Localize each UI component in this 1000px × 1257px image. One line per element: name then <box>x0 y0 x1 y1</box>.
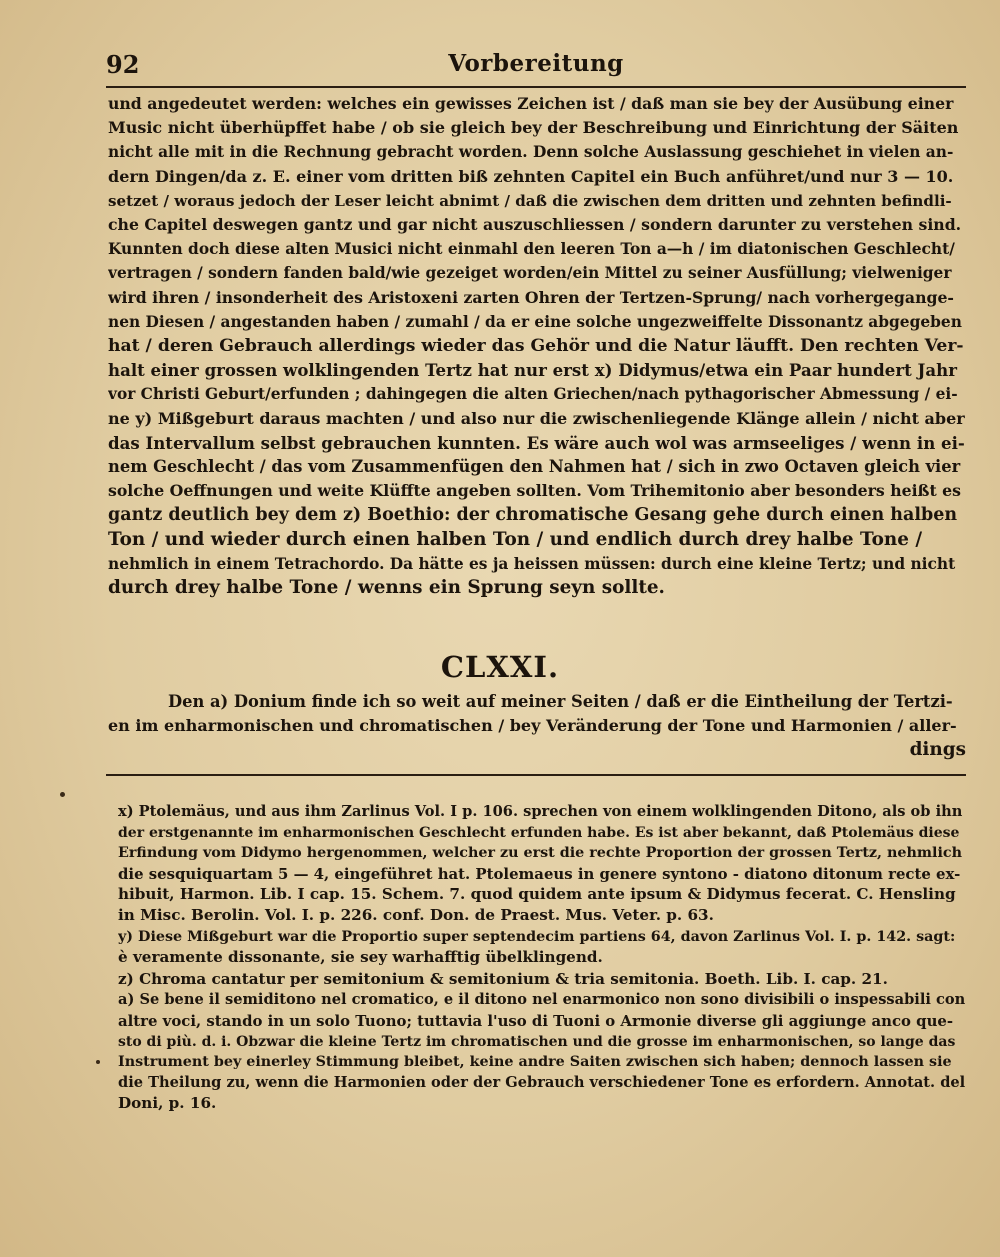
footnote-line: Erfindung vom Didymo hergenommen, welcher zu erst die rechte Proportion der grossen Tertz, nehmlich <box>118 845 962 862</box>
footnote-line: hibuit, Harmon. Lib. I cap. 15. Schem. 7. quod quidem ante ipsum & Didymus fecerat. C. Hensling <box>118 885 956 904</box>
footnote-line: altre voci, stando in un solo Tuono; tuttavia l'uso di Tuoni o Armonie diverse gli aggiunge anco que- <box>118 1011 954 1030</box>
footnote-line: a) Se bene il semiditono nel cromatico, e il ditono nel enarmonico non sono divisibili o inspessabili con <box>118 991 966 1009</box>
page-number: 92 <box>106 50 140 79</box>
text-line: halt einer grossen wolklingenden Tertz hat nur erst x) Didymus/etwa ein Paar hundert Jahr <box>108 360 957 381</box>
main-text <box>108 92 966 600</box>
text-line: durch drey halbe Tone / wenns ein Sprung seyn sollte. <box>108 577 665 599</box>
header-rule <box>106 86 966 88</box>
text-line: Ton / und wieder durch einen halben Ton / und endlich durch drey halbe Tone / <box>108 528 923 550</box>
footnote-x <box>118 802 968 926</box>
text-line: vertragen / sondern fanden bald/wie gezeiget worden/ein Mittel zu seiner Ausfüllung; vielweniger <box>108 264 952 283</box>
text-line: hat / deren Gebrauch allerdings wieder das Gehör und die Natur läufft. Den rechten Ver- <box>108 336 964 357</box>
footnote-line: die sesquiquartam 5 — 4, eingeführet hat. Ptolemaeus in genere syntono - diatono ditonum recte ex- <box>118 864 961 883</box>
footnote-z <box>118 969 968 990</box>
footnote-line: die Theilung zu, wenn die Harmonien oder der Gebrauch verschiedener Tone es erfordern. Annotat. del <box>118 1073 966 1091</box>
footnote-rule <box>106 774 966 776</box>
footnotes <box>118 802 968 1115</box>
ink-spot <box>96 1060 100 1064</box>
text-line: solche Oeffnungen und weite Klüffte angeben sollten. Vom Trihemitonio aber besonders heißt es <box>108 481 961 501</box>
footnote-a <box>118 990 968 1114</box>
text-line: nen Diesen / angestanden haben / zumahl / da er eine solche ungezweiffelte Dissonantz abgegeben <box>108 312 962 331</box>
text-line: nicht alle mit in die Rechnung gebracht worden. Denn solche Auslassung geschiehet in vielen an- <box>108 143 954 162</box>
text-line: setzet / woraus jedoch der Leser leicht abnimt / daß die zwischen dem dritten und zehnten befindli- <box>108 191 952 210</box>
text-line: wird ihren / insonderheit des Aristoxeni zarten Ohren der Tertzen-Sprung/ nach vorhergegange- <box>108 287 954 307</box>
footnote-line: x) Ptolemäus, und aus ihm Zarlinus Vol. I p. 106. sprechen von einem wolklingenden Ditono, als ob ihn <box>118 803 963 820</box>
page-header <box>106 48 966 84</box>
section-heading: CLXXI. <box>440 650 560 684</box>
footnote-line: in Misc. Berolin. Vol. I. p. 226. conf. Don. de Praest. Mus. Veter. p. 63. <box>118 905 714 924</box>
footnote-line: y) Diese Mißgeburt war die Proportio super septendecim partiens 64, davon Zarlinus Vol. I. p. 142. sagt: <box>118 928 956 945</box>
text-line: nehmlich in einem Tetrachordo. Da hätte es ja heissen müssen: durch eine kleine Tertz; und nicht <box>108 554 956 573</box>
text-line: gantz deutlich bey dem z) Boethio: der chromatische Gesang gehe durch einen halben <box>108 505 958 526</box>
text-line: Music nicht überhüpffet habe / ob sie gleich bey der Beschreibung und Einrichtung der Säiten <box>108 118 959 138</box>
footnote-line: der erstgenannte im enharmonischen Geschlecht erfunden habe. Es ist aber bekannt, daß Ptolemäus diese <box>118 824 960 841</box>
catchword: dings <box>909 739 966 761</box>
text-line: Kunnten doch diese alten Musici nicht einmahl den leeren Ton a—h / im diatonischen Geschlecht/ <box>108 240 955 259</box>
footnote-line: z) Chroma cantatur per semitonium & semitonium & tria semitonia. Boeth. Lib. I. cap. 21. <box>118 969 888 988</box>
section-text <box>108 690 966 763</box>
text-line: und angedeutet werden: welches ein gewisses Zeichen ist / daß man sie bey der Ausübung einer <box>108 94 954 113</box>
footnote-line: Instrument bey einerley Stimmung bleibet, keine andre Saiten zwischen sich haben; dennoch lassen sie <box>118 1054 952 1071</box>
ink-spot <box>60 792 65 797</box>
text-line: dern Dingen/da z. E. einer vom dritten biß zehnten Capitel ein Buch anführet/und nur 3 — 10. <box>108 166 954 186</box>
text-line: en im enharmonischen und chromatischen / bey Veränderung der Tone und Harmonien / aller- <box>108 716 957 736</box>
footnote-line: Doni, p. 16. <box>118 1094 217 1113</box>
footnote-y <box>118 927 968 968</box>
text-line: ne y) Mißgeburt daraus machten / und also nur die zwischenliegende Klänge allein / nicht aber <box>108 408 965 428</box>
text-line: vor Christi Geburt/erfunden ; dahingegen die alten Griechen/nach pythagorischer Abmessung / ei- <box>108 385 958 404</box>
footnote-line: è veramente dissonante, sie sey warhafftig übelklingend. <box>118 948 603 967</box>
footnote-line: sto di più. d. i. Obzwar die kleine Tertz im chromatischen und die grosse im enharmonischen, so lange das <box>118 1033 956 1050</box>
text-line: che Capitel deswegen gantz und gar nicht auszuschliessen / sondern darunter zu verstehen sind. <box>108 215 962 235</box>
text-line: das Intervallum selbst gebrauchen kunnten. Es wäre auch wol was armseeliges / wenn in ei- <box>108 432 965 453</box>
text-line: nem Geschlecht / das vom Zusammenfügen den Nahmen hat / sich in zwo Octaven gleich vier <box>108 457 961 477</box>
running-head: Vorbereitung <box>448 50 624 77</box>
text-line: Den a) Donium finde ich so weit auf meiner Seiten / daß er die Eintheilung der Tertzi- <box>168 692 953 711</box>
